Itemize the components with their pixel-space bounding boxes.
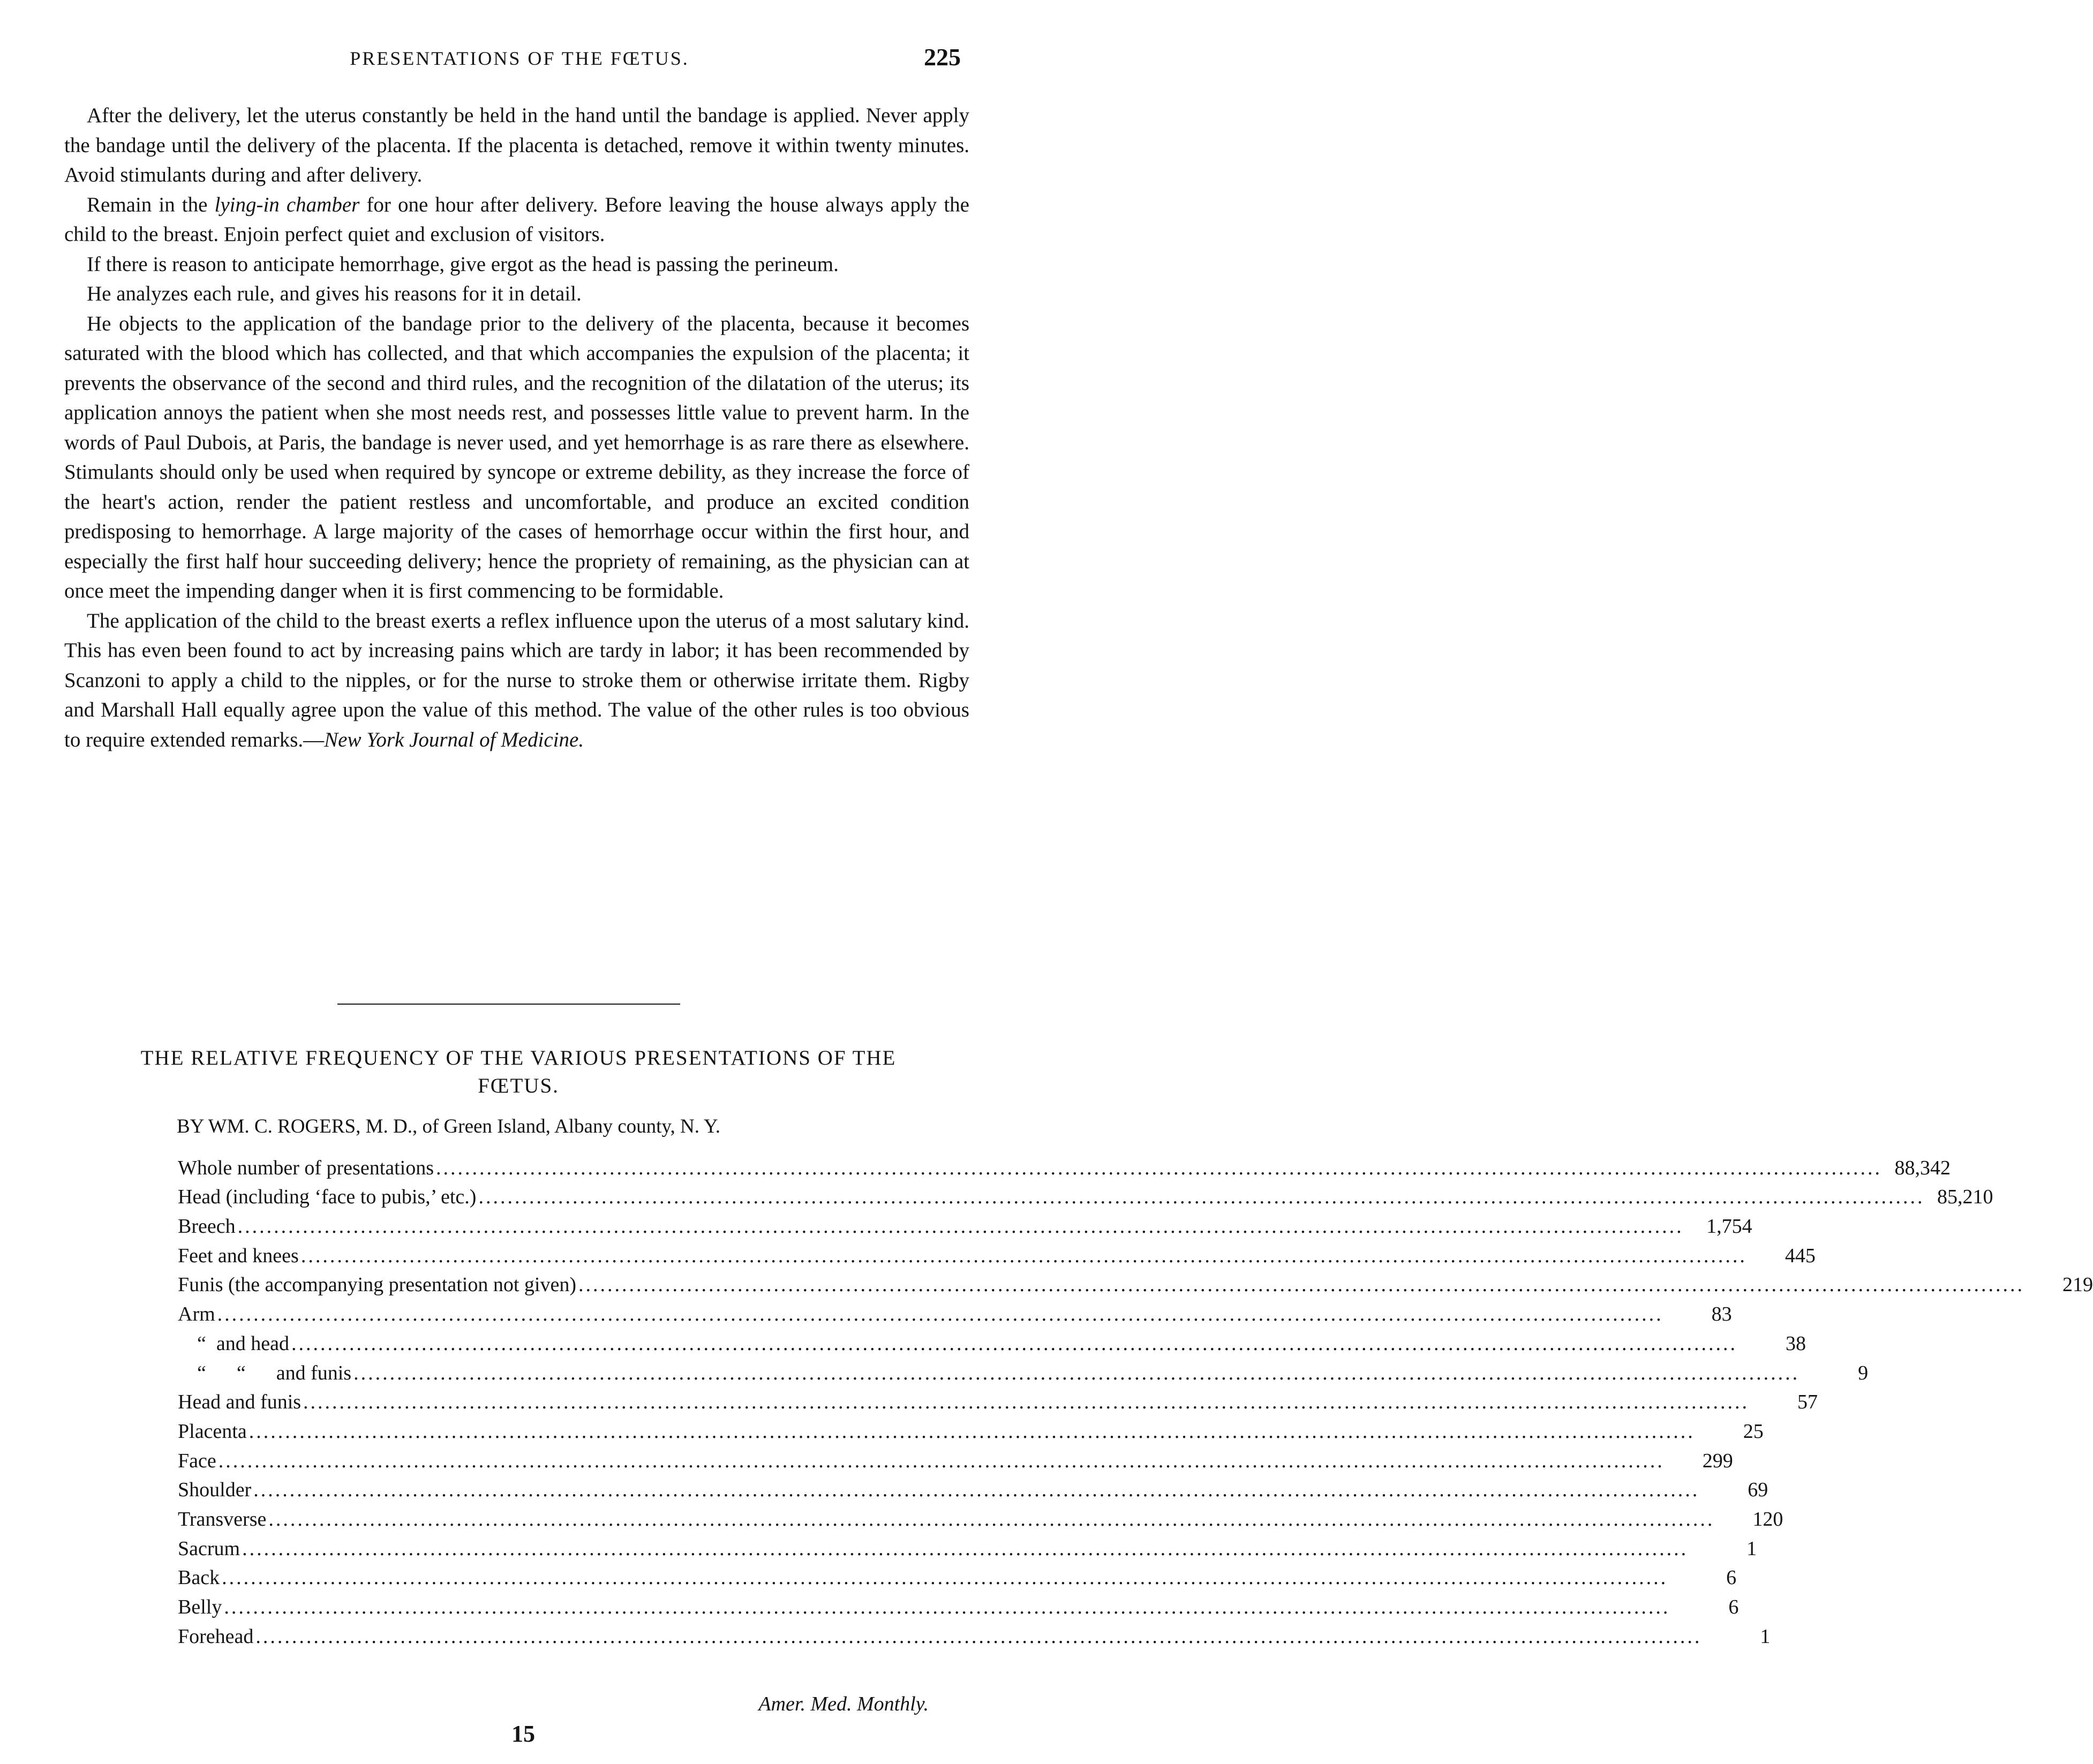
presentation-label: Breech	[178, 1215, 236, 1238]
emphasis: lying-in chamber	[214, 193, 360, 216]
presentation-label: Placenta	[178, 1420, 247, 1443]
byline: BY WM. C. ROGERS, M. D., of Green Island, Albany county, N. Y.	[177, 1115, 721, 1137]
presentation-count: 1,754	[1706, 1215, 1752, 1238]
table-row	[178, 1443, 1733, 1473]
dot-leader: ........................................................................................................................................................................................................	[478, 1186, 1925, 1209]
presentation-count: 38	[1785, 1332, 1806, 1355]
presentation-count: 88,342	[1894, 1156, 1951, 1179]
table-row	[178, 1355, 1869, 1385]
presentation-count: 69	[1748, 1479, 1768, 1502]
presentation-label: “ and head	[197, 1332, 289, 1355]
presentation-count: 85,210	[1937, 1186, 1993, 1209]
table-row	[178, 1502, 1783, 1531]
paragraph: He analyzes each rule, and gives his reasons for it in detail.	[87, 282, 582, 305]
presentation-count: 1	[1760, 1625, 1771, 1648]
table-row	[178, 1209, 1752, 1238]
dot-leader: ........................................................................................................................................................................................................	[217, 1303, 1663, 1326]
dot-leader: ........................................................................................................................................................................................................	[436, 1156, 1883, 1179]
presentation-count: 83	[1711, 1303, 1732, 1326]
running-header: PRESENTATIONS OF THE FŒTUS.	[350, 48, 689, 69]
dot-leader: ........................................................................................................................................................................................................	[224, 1596, 1670, 1618]
table-row	[178, 1385, 1818, 1414]
paragraph: The application of the child to the breast exerts a reflex influence upon the uterus of a most salutary kind. This has even been found to act by increasing pains which are tardy in labor; it has been recommended by Scanzoni to apply a child to the nipples, or for the nurse to stroke them or otherwise irritate them. Rigby and Marshall Hall equally agree upon the value of this method. The value of the other rules is too obvious to require extended remarks.—New York Journal of Medicine.	[64, 609, 969, 751]
presentation-label: Whole number of presentations	[178, 1156, 434, 1179]
table-row	[178, 1296, 1732, 1326]
presentation-label: Head (including ‘face to pubis,’ etc.)	[178, 1186, 477, 1209]
dot-leader: ........................................................................................................................................................................................................	[268, 1507, 1715, 1531]
presentation-count: 1	[1746, 1537, 1757, 1560]
table-row	[178, 1238, 1816, 1268]
presentation-label: Arm	[178, 1303, 215, 1326]
presentation-count: 6	[1728, 1596, 1739, 1618]
presentation-label: Funis (the accompanying presentation not given)	[178, 1273, 576, 1296]
dot-leader: ........................................................................................................................................................................................................	[255, 1625, 1702, 1648]
presentation-count: 6	[1726, 1566, 1737, 1589]
presentation-label: Feet and knees	[178, 1244, 299, 1267]
dot-leader: ........................................................................................................................................................................................................	[218, 1449, 1665, 1472]
table-row	[178, 1268, 2093, 1297]
table-row	[178, 1180, 1993, 1209]
presentation-count: 299	[1702, 1449, 1733, 1472]
paragraph: After the delivery, let the uterus constantly be held in the hand until the bandage is applied. Never apply the bandage until the delivery of the placenta. If the placenta is detached, remove it within twenty minutes. Avoid stimulants during and after delivery.	[64, 104, 969, 186]
dot-leader: ........................................................................................................................................................................................................	[300, 1244, 1747, 1267]
table-row	[178, 1473, 1768, 1502]
presentation-label: Sacrum	[178, 1537, 240, 1560]
table-row	[178, 1414, 1764, 1443]
dot-leader: ........................................................................................................................................................................................................	[249, 1420, 1695, 1443]
paragraph: If there is reason to anticipate hemorrhage, give ergot as the head is passing the perineum.	[87, 252, 839, 276]
presentation-label: “ “ and funis	[197, 1361, 352, 1384]
presentation-count: 219	[2062, 1273, 2093, 1296]
signature-mark: 15	[511, 1721, 535, 1747]
presentation-count: 120	[1752, 1507, 1783, 1531]
page-number: 225	[924, 43, 961, 71]
presentation-label: Shoulder	[178, 1479, 252, 1502]
source-citation: Amer. Med. Monthly.	[758, 1693, 929, 1715]
presentation-label: Face	[178, 1449, 216, 1472]
presentation-count: 57	[1797, 1391, 1818, 1414]
dot-leader: ........................................................................................................................................................................................................	[578, 1273, 2024, 1296]
frequency-table	[178, 1150, 2093, 1648]
table-row	[178, 1589, 1739, 1619]
dot-leader: ........................................................................................................................................................................................................	[291, 1332, 1737, 1355]
presentation-label: Head and funis	[178, 1391, 302, 1414]
citation: New York Journal of Medicine.	[324, 728, 584, 751]
table-row	[178, 1619, 1771, 1648]
paragraph: Remain in the lying-in chamber for one hour after delivery. Before leaving the house always apply the child to the breast. Enjoin perfect quiet and exclusion of visitors.	[64, 193, 969, 246]
dot-leader: ........................................................................................................................................................................................................	[222, 1566, 1668, 1589]
table-row	[178, 1326, 1806, 1355]
table-row	[178, 1531, 1757, 1561]
article-body	[64, 101, 969, 755]
section-title: THE RELATIVE FREQUENCY OF THE VARIOUS PRESENTATIONS OF THE FŒTUS.	[140, 1046, 897, 1097]
dot-leader: ........................................................................................................................................................................................................	[253, 1479, 1700, 1502]
presentation-label: Belly	[178, 1596, 222, 1618]
dot-leader: ........................................................................................................................................................................................................	[237, 1215, 1684, 1238]
presentation-count: 445	[1785, 1244, 1816, 1267]
dot-leader: ........................................................................................................................................................................................................	[303, 1391, 1750, 1414]
dot-leader: ........................................................................................................................................................................................................	[242, 1537, 1689, 1560]
paragraph: He objects to the application of the bandage prior to the delivery of the placenta, because it becomes saturated with the blood which has collected, and that which accompanies the expulsion of the placenta; it prevents the observance of the second and third rules, and the recognition of the dilatation of the uterus; its application annoys the patient when she most needs rest, and possesses little value to prevent harm. In the words of Paul Dubois, at Paris, the bandage is never used, and yet hemorrhage is as rare there as elsewhere. Stimulants should only be used when required by syncope or extreme debility, as they increase the force of the heart's action, render the patient restless and uncomfortable, and produce an excited condition predisposing to hemorrhage. A large majority of the cases of hemorrhage occur within the first hour, and especially the first half hour succeeding delivery; hence the propriety of remaining, as the physician can at once meet the impending danger when it is first commencing to be formidable.	[64, 312, 969, 602]
presentation-label: Back	[178, 1566, 220, 1589]
dot-leader: ........................................................................................................................................................................................................	[353, 1361, 1800, 1384]
presentation-count: 25	[1743, 1420, 1764, 1443]
table-row	[178, 1561, 1737, 1590]
presentation-label: Forehead	[178, 1625, 254, 1648]
presentation-label: Transverse	[178, 1507, 267, 1531]
section-divider	[337, 1004, 680, 1005]
table-row	[178, 1150, 1951, 1180]
presentation-count: 9	[1858, 1361, 1869, 1384]
